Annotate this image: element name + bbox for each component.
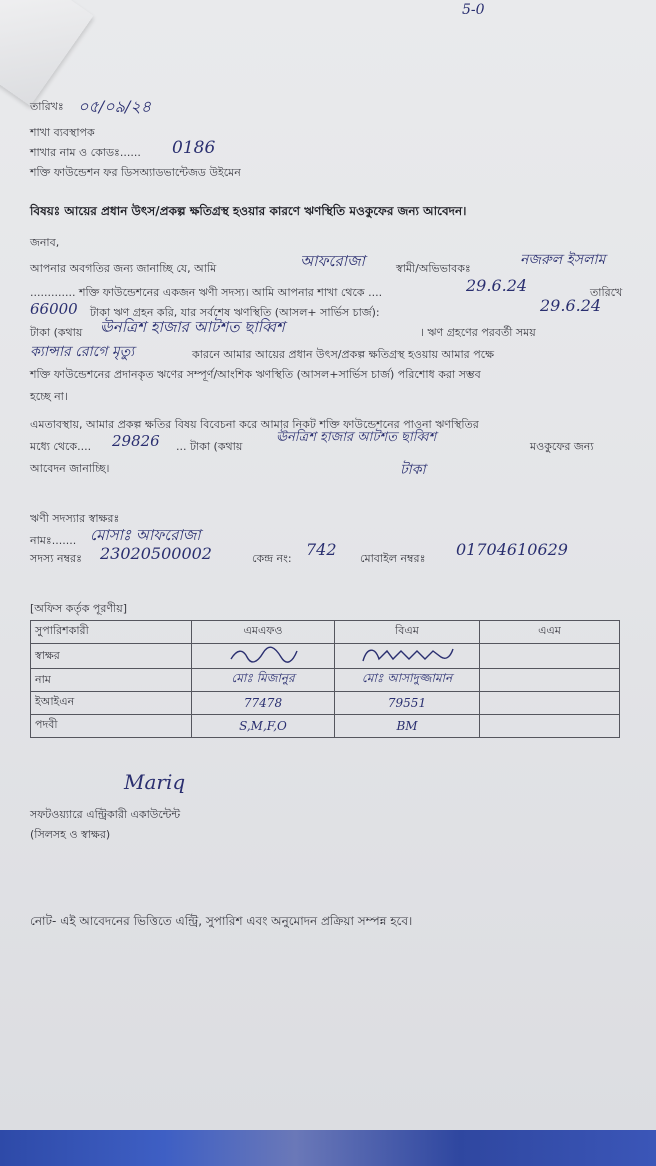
corner-note: 5-0 bbox=[462, 2, 485, 18]
recipient-line3: শক্তি ফাউন্ডেশন ফর ডিসঅ্যাডভান্টেজড উইমেন bbox=[30, 166, 241, 179]
am-signature bbox=[480, 643, 620, 668]
guardian-name-hw: নজরুল ইসলাম bbox=[520, 252, 606, 268]
mobile-hw: 01704610629 bbox=[456, 540, 568, 559]
mfo-signature-mark bbox=[223, 645, 303, 665]
waiver-words-hw: ঊনত্রিশ হাজার আটশত ছাব্বিশ bbox=[276, 430, 437, 445]
subject: বিষয়ঃ আয়ের প্রধান উৎস/প্রকল্প ক্ষতিগ্রস্থ হওয়ার কারণে ঋণস্থিতি মওকুফের জন্য আবেদন। bbox=[30, 204, 467, 218]
table-row bbox=[31, 669, 620, 692]
background-strip bbox=[0, 1130, 656, 1166]
mfo-name: মোঃ মিজানুর bbox=[192, 669, 335, 692]
request-l2-a: মধ্যে থেকে.... bbox=[30, 440, 92, 453]
recipient-line1: শাখা ব্যবস্থাপক bbox=[30, 126, 95, 139]
member-sig-label: ঋণী সদস্যার স্বাক্ষরঃ bbox=[30, 512, 120, 525]
am-ein bbox=[480, 692, 620, 715]
bm-signature-mark bbox=[357, 645, 457, 665]
body-l7: হচ্ছে না। bbox=[30, 390, 68, 403]
bm-ein: 79551 bbox=[335, 692, 480, 715]
request-l2-b: ... টাকা (কথায় bbox=[176, 440, 243, 453]
mfo-ein: 77478 bbox=[192, 692, 335, 715]
request-l2-c: মওকুফের জন্য bbox=[530, 440, 594, 453]
request-l1: এমতাবস্থায়, আমার প্রকল্প ক্ষতির বিষয় বিবেচনা করে আমার নিকট শক্তি ফাউন্ডেশনের পাওনা ঋণস্থিতির bbox=[30, 418, 479, 431]
body-l1-a: আপনার অবগতির জন্য জানাচ্ছি যে, আমি bbox=[30, 262, 217, 275]
member-no-label: সদস্য নম্বরঃ bbox=[30, 552, 82, 565]
header-mfo: এমএফও bbox=[192, 621, 335, 644]
row-label: নাম bbox=[31, 669, 192, 692]
accountant-label: সফটওয়্যারে এন্ট্রিকারী একাউন্টেন্ট bbox=[30, 808, 181, 821]
body-l2-a: ............. শক্তি ফাউন্ডেশনের একজন ঋণী সদস্য। আমি আপনার শাখা থেকে .... bbox=[30, 286, 383, 299]
header-bm: বিএম bbox=[335, 621, 480, 644]
header-recommender: সুপারিশকারী bbox=[31, 621, 192, 644]
bm-designation: BM bbox=[335, 714, 480, 737]
row-label: পদবী bbox=[31, 714, 192, 737]
table-row bbox=[31, 692, 620, 715]
request-l3: আবেদন জানাচ্ছি। bbox=[30, 462, 110, 475]
footer-note: নোট- এই আবেদনের ভিত্তিতে এন্ট্রি, সুপারিশ এবং অনুমোদন প্রক্রিয়া সম্পন্ন হবে। bbox=[30, 914, 413, 928]
balance-words-hw: ঊনত্রিশ হাজার আটশত ছাব্বিশ bbox=[100, 318, 285, 336]
body-l3-a: টাকা ঋণ গ্রহন করি, যার সর্বশেষ ঋণস্থিতি (আসল+ সার্ভিস চার্জ): bbox=[90, 306, 380, 319]
table-row bbox=[31, 643, 620, 668]
applicant-name-hw: আফরোজা bbox=[300, 252, 365, 270]
table-header-row bbox=[31, 621, 620, 644]
cause-hw: ক্যান্সার রোগে মৃত্যু bbox=[30, 344, 135, 360]
office-label: [অফিস কর্তৃক পূরণীয়] bbox=[30, 602, 127, 615]
request-l3-hw: টাকা bbox=[400, 462, 426, 478]
header-am: এএম bbox=[480, 621, 620, 644]
body-l1-b: স্বামী/অভিভাবকঃ bbox=[396, 262, 471, 275]
branch-code: 0186 bbox=[172, 138, 216, 158]
bm-signature bbox=[335, 643, 480, 668]
mfo-designation: S,M,F,O bbox=[192, 714, 335, 737]
row-label: ইআইএন bbox=[31, 692, 192, 715]
branch-label: শাখার নাম ও কোডঃ...... bbox=[30, 146, 141, 159]
body-l5-a: কারনে আমার আয়ের প্রধান উৎস/প্রকল্প ক্ষতিগ্রস্থ হওয়ায় আমার পক্ষে bbox=[192, 348, 495, 361]
balance-hw: 29.6.24 bbox=[540, 296, 602, 315]
accountant-signature: Mariq bbox=[124, 770, 186, 794]
am-name bbox=[480, 669, 620, 692]
member-name-hw: মোসাঃ আফরোজা bbox=[90, 526, 201, 544]
accountant-sub: (সিলসহ ও স্বাক্ষর) bbox=[30, 828, 111, 841]
waiver-amount-hw: 29826 bbox=[112, 432, 160, 450]
body-l2-b: তারিখে bbox=[590, 286, 623, 299]
member-name-label: নামঃ....... bbox=[30, 534, 77, 547]
approval-table bbox=[30, 620, 620, 738]
mfo-signature bbox=[192, 643, 335, 668]
mobile-label: মোবাইল নম্বরঃ bbox=[360, 552, 426, 565]
date-value: ০৫/০৯/২৪ bbox=[78, 97, 152, 116]
table-row bbox=[31, 714, 620, 737]
date-label: তারিখঃ bbox=[30, 100, 64, 113]
body-l4-b: । ঋণ গ্রহণের পরবর্তী সময় bbox=[420, 326, 536, 339]
loan-amount-hw: 66000 bbox=[30, 300, 78, 318]
bm-name: মোঃ আসাদুজ্জামান bbox=[335, 669, 480, 692]
center-no-label: কেন্দ্র নং: bbox=[252, 552, 292, 565]
loan-date-hw: 29.6.24 bbox=[466, 276, 528, 295]
member-no-hw: 23020500002 bbox=[100, 544, 212, 563]
body-l6: শক্তি ফাউন্ডেশনের প্রদানকৃত ঋণের সম্পূর্ণ/আংশিক ঋণস্থিতি (আসল+সার্ভিস চার্জ) পরিশোধ করা সম্ভব bbox=[30, 368, 481, 381]
am-designation bbox=[480, 714, 620, 737]
salutation: জনাব, bbox=[30, 236, 60, 249]
row-label: স্বাক্ষর bbox=[31, 643, 192, 668]
center-no-hw: 742 bbox=[306, 540, 337, 559]
body-l4-a: টাকা (কথায় bbox=[30, 326, 83, 339]
